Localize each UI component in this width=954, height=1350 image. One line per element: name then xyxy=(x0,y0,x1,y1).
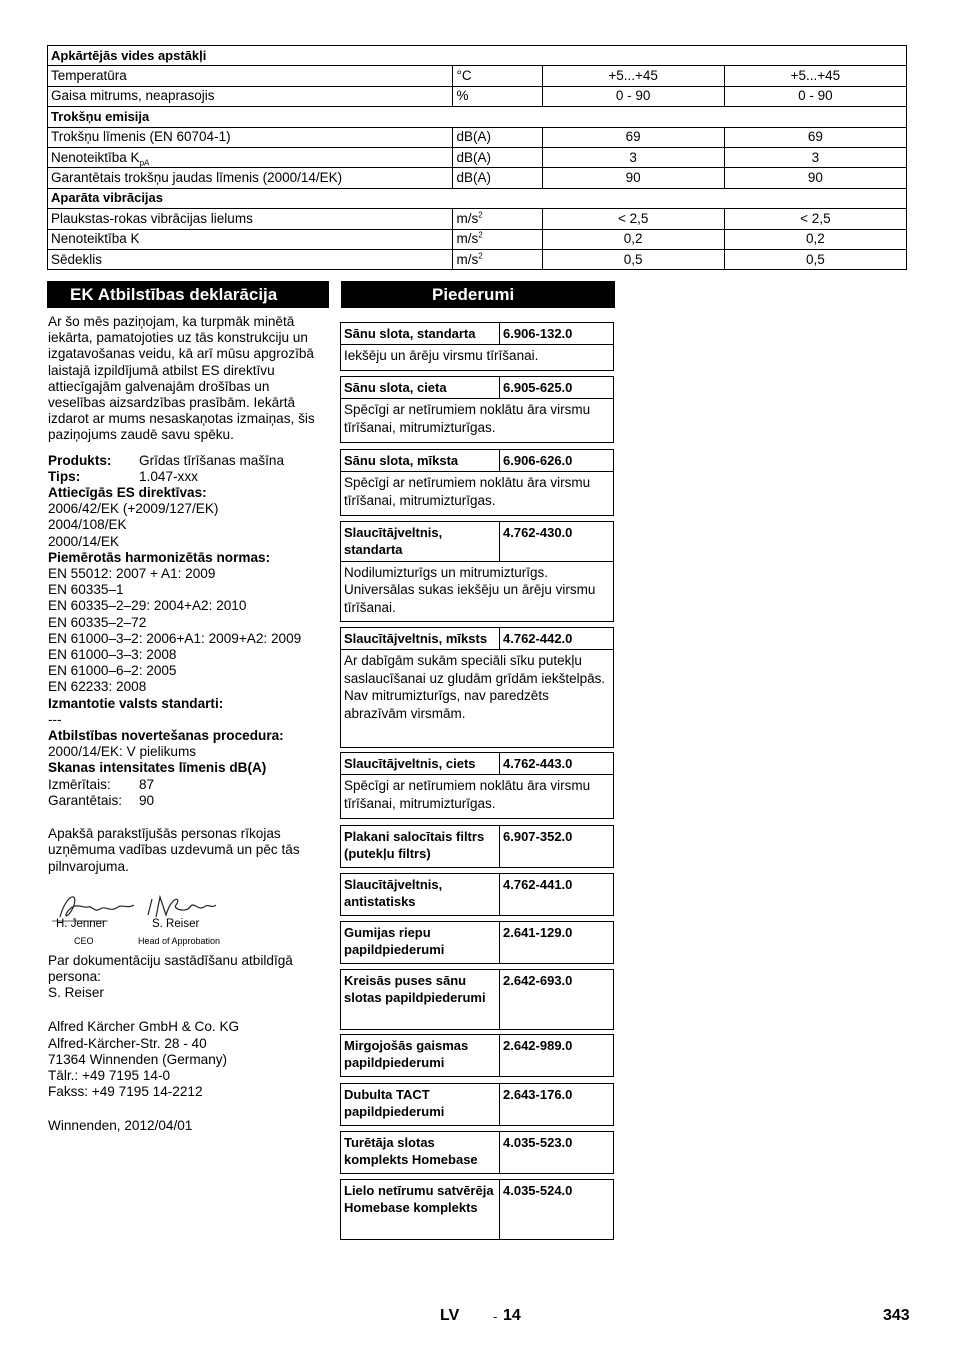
accessory-header xyxy=(341,628,613,649)
accessory-description: Spēcīgi ar netīrumiem noklātu āra virsmu tīrīšanai, mitrumizturīgas. xyxy=(341,774,613,815)
accessory-item xyxy=(340,1131,614,1174)
spec-label-text: Gaisa mitrums, neaprasojis xyxy=(51,88,215,104)
spec-value-2: 3 xyxy=(724,147,906,167)
spec-unit xyxy=(453,127,542,147)
spec-label xyxy=(48,249,453,269)
accessory-item xyxy=(340,627,614,748)
accessory-name: Lielo netīrumu satvērēja Homebase komplekts xyxy=(341,1180,500,1239)
spec-unit-text: m/s xyxy=(456,210,479,226)
signer1-name: H. Jenner xyxy=(56,917,106,930)
spec-row xyxy=(48,147,907,167)
spec-unit-text: °C xyxy=(456,68,472,84)
accessory-item xyxy=(340,1083,614,1126)
spec-row xyxy=(48,168,907,188)
accessory-code: 2.642-693.0 xyxy=(503,973,573,988)
spec-label xyxy=(48,86,453,106)
accessory-item xyxy=(340,873,614,916)
accessory-item xyxy=(340,921,614,964)
procedure-label: Atbilstības novertešanas procedura: xyxy=(48,728,284,744)
spec-value-1: 0,2 xyxy=(542,229,724,249)
accessory-header xyxy=(341,323,613,344)
spec-row xyxy=(48,66,907,86)
measured-row xyxy=(48,777,330,793)
spec-unit xyxy=(453,147,542,167)
accessory-code: 6.907-352.0 xyxy=(503,829,573,844)
norm-item: EN 61000–3–2: 2006+A1: 2009+A2: 2009 xyxy=(48,630,302,646)
accessory-header xyxy=(341,1035,613,1076)
accessory-name: Mirgojošās gaismas papildpiederumi xyxy=(341,1035,500,1076)
norm-item: EN 62233: 2008 xyxy=(48,679,147,695)
spec-section-title: Trokšņu emisija xyxy=(48,107,907,127)
spec-section-row xyxy=(48,107,907,127)
spec-unit xyxy=(453,86,542,106)
spec-unit xyxy=(453,66,542,86)
footer-page-local: 14 xyxy=(503,1307,521,1324)
spec-section-row xyxy=(48,188,907,208)
spec-row xyxy=(48,127,907,147)
footer-dash: - xyxy=(493,1309,498,1324)
accessory-code: 4.035-523.0 xyxy=(503,1135,573,1150)
accessory-name: Slaucītājveltnis, mīksts xyxy=(341,628,500,649)
accessory-header xyxy=(341,522,613,561)
spec-label xyxy=(48,66,453,86)
spec-unit-superscript: 2 xyxy=(478,251,483,261)
signer1-role: CEO xyxy=(74,935,94,946)
accessory-code: 4.035-524.0 xyxy=(503,1183,573,1198)
spec-value-1: 0 - 90 xyxy=(542,86,724,106)
spec-section-title: Aparāta vibrācijas xyxy=(48,188,907,208)
directive-item: 2000/14/EK xyxy=(48,533,120,549)
accessory-item xyxy=(340,1034,614,1077)
spec-unit-text: m/s xyxy=(456,251,479,267)
type-value: 1.047-xxx xyxy=(139,468,198,484)
address-line: Tālr.: +49 7195 14-0 xyxy=(48,1067,171,1083)
specifications-table xyxy=(47,45,907,270)
spec-value-2: 0 - 90 xyxy=(724,86,906,106)
spec-unit-superscript: 2 xyxy=(478,230,483,240)
spec-row xyxy=(48,209,907,229)
procedure-value: 2000/14/EK: V pielikums xyxy=(48,744,197,760)
accessory-header xyxy=(341,753,613,774)
footer-lang: LV xyxy=(440,1307,460,1324)
accessory-code: 4.762-442.0 xyxy=(503,631,573,646)
type-row xyxy=(48,469,330,485)
spec-label xyxy=(48,229,453,249)
spec-value-1: +5...+45 xyxy=(542,66,724,86)
accessory-header xyxy=(341,922,613,963)
spec-label-text: Trokšņu līmenis (EN 60704-1) xyxy=(51,129,231,145)
accessory-description: Iekšēju un ārēju virsmu tīrīšanai. xyxy=(341,344,613,367)
accessory-header xyxy=(341,1084,613,1125)
accessory-name: Gumijas riepu papildpiederumi xyxy=(341,922,500,963)
spec-section-title: Apkārtējās vides apstākļi xyxy=(48,46,907,66)
company-address xyxy=(48,1019,330,1100)
spec-value-2: < 2,5 xyxy=(724,209,906,229)
norm-item: EN 60335–2–72 xyxy=(48,614,147,630)
norms-list xyxy=(48,566,330,696)
spec-value-2: 90 xyxy=(724,168,906,188)
accessory-item xyxy=(340,521,614,622)
accessory-code: 6.906-132.0 xyxy=(503,326,573,341)
accessory-name: Plakani salocītais filtrs (putekļu filtrs) xyxy=(341,826,500,867)
accessory-item xyxy=(340,969,614,1030)
accessory-description: Spēcīgi ar netīrumiem noklātu āra virsmu tīrīšanai, mitrumizturīgas. xyxy=(341,398,613,439)
spec-value-2: 0,5 xyxy=(724,249,906,269)
spec-value-1: 0,5 xyxy=(542,249,724,269)
spec-label-text: Garantētais trokšņu jaudas līmenis (2000/14/EK) xyxy=(51,170,343,186)
type-label: Tips: xyxy=(48,468,81,484)
address-line: Fakss: +49 7195 14-2212 xyxy=(48,1084,203,1100)
spec-unit xyxy=(453,249,542,269)
address-line: Alfred-Kärcher-Str. 28 - 40 xyxy=(48,1035,207,1051)
signer2-name: S. Reiser xyxy=(152,917,200,930)
measured-value: 87 xyxy=(139,776,155,792)
norm-item: EN 60335–1 xyxy=(48,582,124,598)
accessory-header xyxy=(341,874,613,915)
measured-label: Izmērītais: xyxy=(48,776,111,792)
guaranteed-row xyxy=(48,793,330,809)
spec-row xyxy=(48,249,907,269)
norm-item: EN 55012: 2007 + A1: 2009 xyxy=(48,566,216,582)
doc-person-text: Par dokumentāciju sastādīšanu atbildīgā persona: xyxy=(48,952,293,984)
spec-label-text: Plaukstas-rokas vibrācijas lielums xyxy=(51,210,253,226)
spec-unit-text: dB(A) xyxy=(456,170,491,186)
accessory-code: 2.641-129.0 xyxy=(503,925,573,940)
accessory-header xyxy=(341,1132,613,1173)
spec-label-text: Sēdeklis xyxy=(51,251,103,267)
accessory-code: 6.906-626.0 xyxy=(503,453,573,468)
product-row xyxy=(48,453,330,469)
spec-value-2: +5...+45 xyxy=(724,66,906,86)
spec-label xyxy=(48,147,453,167)
spec-row xyxy=(48,86,907,106)
spec-row xyxy=(48,229,907,249)
national-standards-value: --- xyxy=(48,711,62,727)
declaration-section xyxy=(48,314,330,1135)
doc-person-name: S. Reiser xyxy=(48,985,104,1001)
accessory-name: Sānu slota, standarta xyxy=(341,323,500,344)
accessory-code: 2.643-176.0 xyxy=(503,1087,573,1102)
accessory-name: Slaucītājveltnis, standarta xyxy=(341,522,500,561)
spec-label-subscript: pA xyxy=(139,158,150,168)
accessory-item xyxy=(340,825,614,868)
accessory-description: Spēcīgi ar netīrumiem noklātu āra virsmu tīrīšanai, mitrumizturīgas. xyxy=(341,471,613,512)
declaration-intro: Ar šo mēs paziņojam, ka turpmāk minētā iekārta, pamatojoties uz tās konstrukciju un izgatavošanas veidu, kā arī mūsu apgrozībā laistajā izpildījumā atbilst ES direktīvu attiecīgajām galvenajām drošības un veselības aizsardzības prasībām. Iekārtā izdarot ar mums nesaskaņotas izmaiņas, šis paziņojums zaudē savu spēku. xyxy=(48,314,315,443)
accessory-header xyxy=(341,826,613,867)
norm-item: EN 61000–3–3: 2008 xyxy=(48,647,177,663)
spec-label xyxy=(48,168,453,188)
declaration-heading: EK Atbilstības deklarācija xyxy=(47,281,329,308)
spec-unit-superscript: 2 xyxy=(478,210,483,220)
spec-label-text: Nenoteiktība K xyxy=(51,149,140,165)
accessory-item xyxy=(340,449,614,516)
directive-item: 2006/42/EK (+2009/127/EK) xyxy=(48,501,219,517)
accessory-description: Ar dabīgām sukām speciāli sīku putekļu saslaucīšanai uz gludām grīdām iekštelpās. Nav mitrumizturīgs, nav paredzēts abrazīvām virsmām. xyxy=(341,649,613,725)
accessory-item xyxy=(340,322,614,371)
spec-unit xyxy=(453,229,542,249)
spec-value-1: 69 xyxy=(542,127,724,147)
signatures xyxy=(48,887,330,965)
spec-value-1: 90 xyxy=(542,168,724,188)
spec-value-1: < 2,5 xyxy=(542,209,724,229)
accessory-name: Sānu slota, cieta xyxy=(341,377,500,398)
accessory-item xyxy=(340,1179,614,1240)
spec-label-text: Temperatūra xyxy=(51,68,127,84)
directive-item: 2004/108/EK xyxy=(48,517,127,533)
address-line: 71364 Winnenden (Germany) xyxy=(48,1051,228,1067)
accessory-code: 4.762-430.0 xyxy=(503,525,573,540)
accessory-code: 4.762-441.0 xyxy=(503,877,573,892)
accessory-header xyxy=(341,970,613,1029)
spec-unit xyxy=(453,168,542,188)
accessory-code: 6.905-625.0 xyxy=(503,380,573,395)
spec-value-2: 0,2 xyxy=(724,229,906,249)
product-value: Grīdas tīrīšanas mašīna xyxy=(139,452,285,468)
accessory-name: Kreisās puses sānu slotas papildpiederumi xyxy=(341,970,500,1029)
accessory-name: Dubulta TACT papildpiederumi xyxy=(341,1084,500,1125)
address-line: Alfred Kärcher GmbH & Co. KG xyxy=(48,1019,240,1035)
spec-label xyxy=(48,127,453,147)
accessories-heading: Piederumi xyxy=(341,281,615,308)
directives-label: Attiecīgās ES direktīvas: xyxy=(48,485,207,501)
accessory-item xyxy=(340,752,614,819)
norm-item: EN 61000–6–2: 2005 xyxy=(48,663,177,679)
accessory-name: Turētāja slotas komplekts Homebase xyxy=(341,1132,500,1173)
accessory-header xyxy=(341,450,613,471)
footer-page-total: 343 xyxy=(883,1307,910,1324)
accessory-name: Sānu slota, mīksta xyxy=(341,450,500,471)
spec-value-1: 3 xyxy=(542,147,724,167)
spec-unit-text: % xyxy=(456,88,469,104)
accessory-header xyxy=(341,377,613,398)
spec-unit xyxy=(453,209,542,229)
accessory-header xyxy=(341,1180,613,1239)
spec-label-text: Nenoteiktība K xyxy=(51,231,140,247)
spec-value-2: 69 xyxy=(724,127,906,147)
accessory-description: Nodilumizturīgs un mitrumizturīgs. Universālas sukas iekšēju un ārēju virsmu tīrīšanai. xyxy=(341,561,613,619)
accessory-name: Slaucītājveltnis, antistatisks xyxy=(341,874,500,915)
accessory-item xyxy=(340,376,614,443)
noise-label: Skanas intensitates līmenis dB(A) xyxy=(48,760,267,776)
guaranteed-label: Garantētais: xyxy=(48,792,123,808)
signers-text: Apakšā parakstījušās personas rīkojas uzņēmuma vadības uzdevumā un pēc tās pilnvarojuma. xyxy=(48,826,300,874)
accessory-code: 2.642-989.0 xyxy=(503,1038,573,1053)
product-label: Produkts: xyxy=(48,452,112,468)
spec-unit-text: dB(A) xyxy=(456,129,491,145)
spec-label xyxy=(48,209,453,229)
directives-list xyxy=(48,501,330,550)
signer2-role: Head of Approbation xyxy=(138,935,221,946)
spec-section-row xyxy=(48,46,907,66)
norms-label: Piemērotās harmonizētās normas: xyxy=(48,549,271,565)
accessory-code: 4.762-443.0 xyxy=(503,756,573,771)
accessory-name: Slaucītājveltnis, ciets xyxy=(341,753,500,774)
norm-item: EN 60335–2–29: 2004+A2: 2010 xyxy=(48,598,247,614)
spec-unit-text: m/s xyxy=(456,231,479,247)
national-standards-label: Izmantotie valsts standarti: xyxy=(48,695,224,711)
spec-unit-text: dB(A) xyxy=(456,149,491,165)
guaranteed-value: 90 xyxy=(139,792,155,808)
place-date: Winnenden, 2012/04/01 xyxy=(48,1118,193,1134)
